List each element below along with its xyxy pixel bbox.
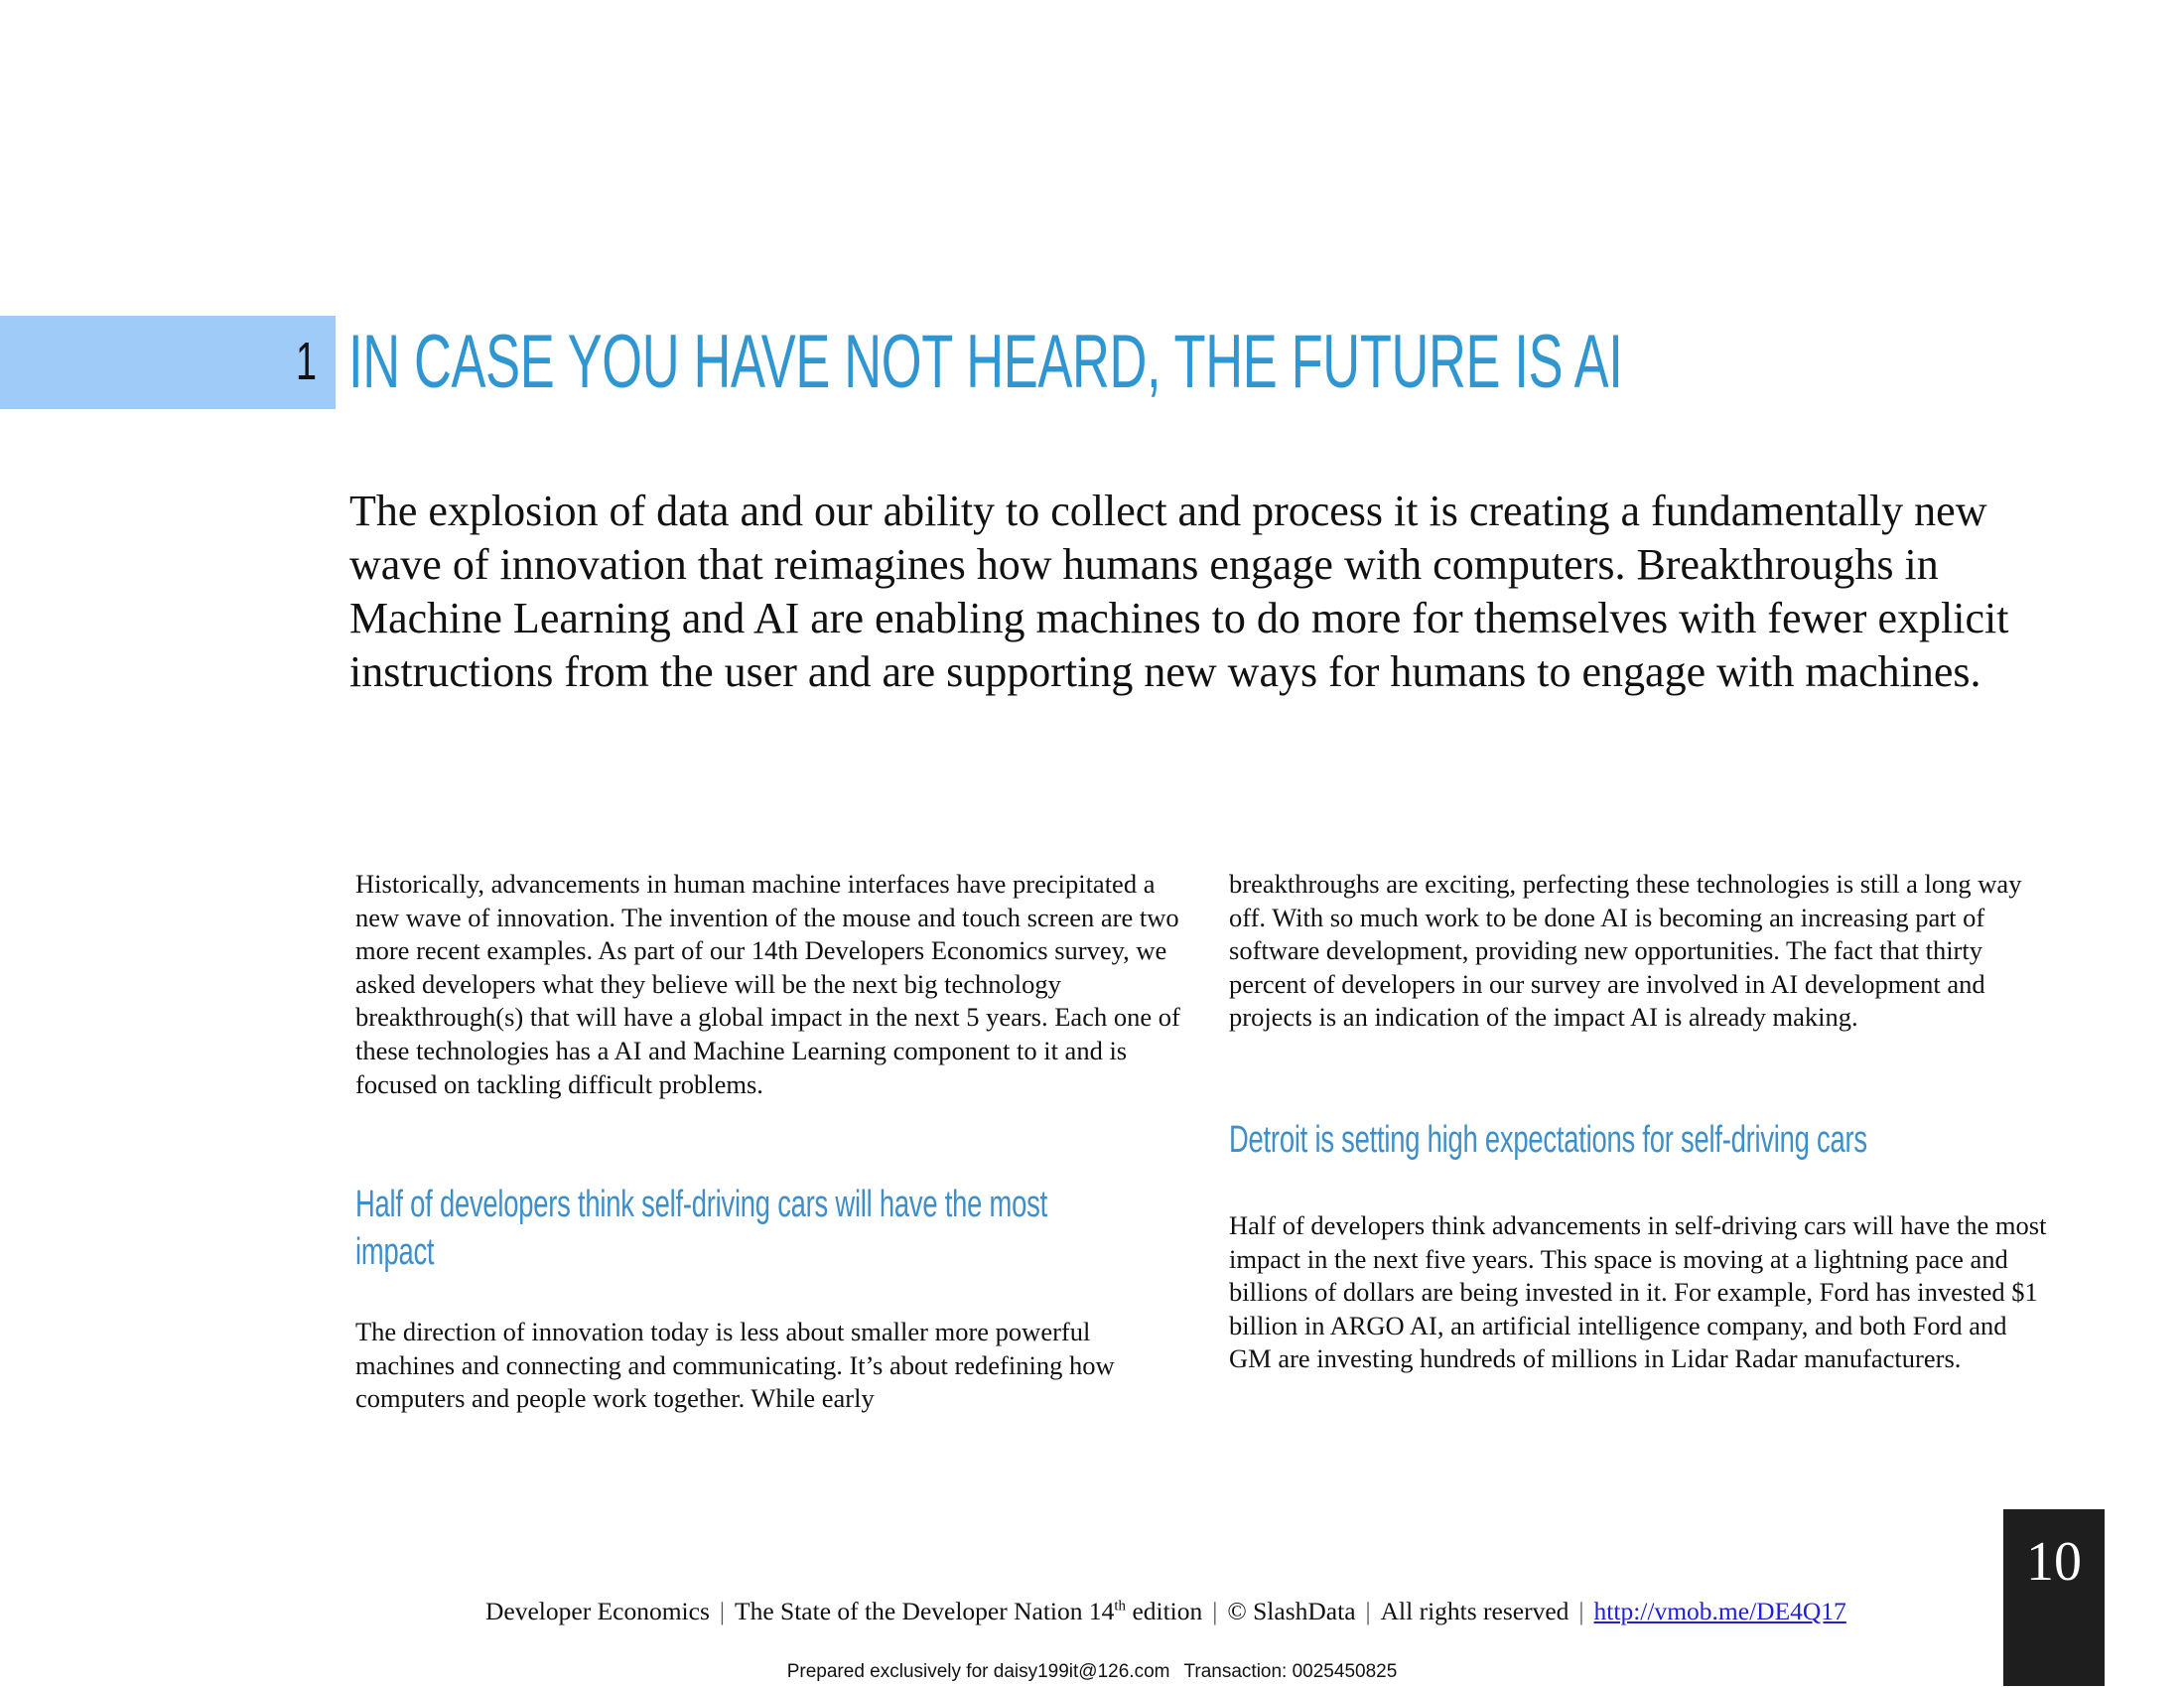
chapter-number: 1 bbox=[296, 332, 318, 391]
prepared-for-line bbox=[0, 1660, 2184, 1684]
footer-separator: | bbox=[719, 1597, 725, 1625]
left-paragraph-2: The direction of innovation today is less about smaller more powerful machines and connecting and communicating. It’s about redefining how computers and people work together. While early bbox=[355, 1317, 1115, 1414]
footer bbox=[485, 1595, 1846, 1628]
footer-edition-prefix: The State of the Developer Nation 14 bbox=[735, 1597, 1115, 1625]
chapter-accent-band bbox=[0, 316, 336, 409]
left-subheading: Half of developers think self-driving cars will have the most impact bbox=[355, 1184, 1047, 1274]
lead-paragraph: The explosion of data and our ability to collect and process it is creating a fundamentally new wave of innovation that reimagines how humans engage with computers. Breakthroughs in Machine Learning and AI are enabling machines to do more for themselves with fewer explicit instructions from the user and are supporting new ways for humans to engage with machines. bbox=[349, 487, 2009, 696]
right-subheading: Detroit is setting high expectations for self-driving cars bbox=[1229, 1118, 1867, 1161]
footer-separator: | bbox=[1578, 1597, 1584, 1625]
footer-separator: | bbox=[1212, 1597, 1218, 1625]
left-column bbox=[355, 868, 1189, 1416]
transaction-text: Transaction: 0025450825 bbox=[1183, 1661, 1398, 1682]
left-paragraph-1: Historically, advancements in human machine interfaces have precipitated a new wave of innovation. The invention of the mouse and touch screen are two more recent examples. As part of our 14th Developers Economics survey, we asked developers what they believe will be the next big technology breakthrough(s) that will have a global impact in the next 5 years. Each one of these technologies has a AI and Machine Learning component to it and is focused on tackling difficult problems. bbox=[355, 869, 1180, 1099]
right-paragraph-2: Half of developers think advancements in self-driving cars will have the most impact in the next five years. This space is moving at a lightning pace and billions of dollars are being invested in it. For example, Ford has invested $1 billion in ARGO AI, an artificial intelligence company, and both Ford and GM are investing hundreds of millions in Lidar Radar manufacturers. bbox=[1229, 1209, 2047, 1374]
footer-edition-suffix: edition bbox=[1126, 1597, 1203, 1625]
page-number: 10 bbox=[2026, 1531, 2082, 1593]
right-paragraph-1: breakthroughs are exciting, perfecting these technologies is still a long way off. With so much work to be done AI is becoming an increasing part of software development, providing new opportunities. The fact that thirty percent of developers in our survey are involved in AI development and projects is an indication of the impact AI is already making. bbox=[1229, 869, 2022, 1033]
footer-edition-sup: th bbox=[1114, 1598, 1127, 1615]
footer-link[interactable]: http://vmob.me/DE4Q17 bbox=[1593, 1597, 1846, 1625]
footer-separator: | bbox=[1365, 1597, 1371, 1625]
right-column bbox=[1229, 868, 2053, 1376]
footer-edition bbox=[735, 1597, 1202, 1625]
footer-rights: All rights reserved bbox=[1380, 1597, 1570, 1625]
footer-copyright: © SlashData bbox=[1227, 1597, 1356, 1625]
chapter-title: IN CASE YOU HAVE NOT HEARD, THE FUTURE IS AI bbox=[348, 320, 1623, 404]
footer-brand: Developer Economics bbox=[485, 1597, 710, 1625]
prepared-text: Prepared exclusively for daisy199it@126.com bbox=[786, 1661, 1170, 1682]
